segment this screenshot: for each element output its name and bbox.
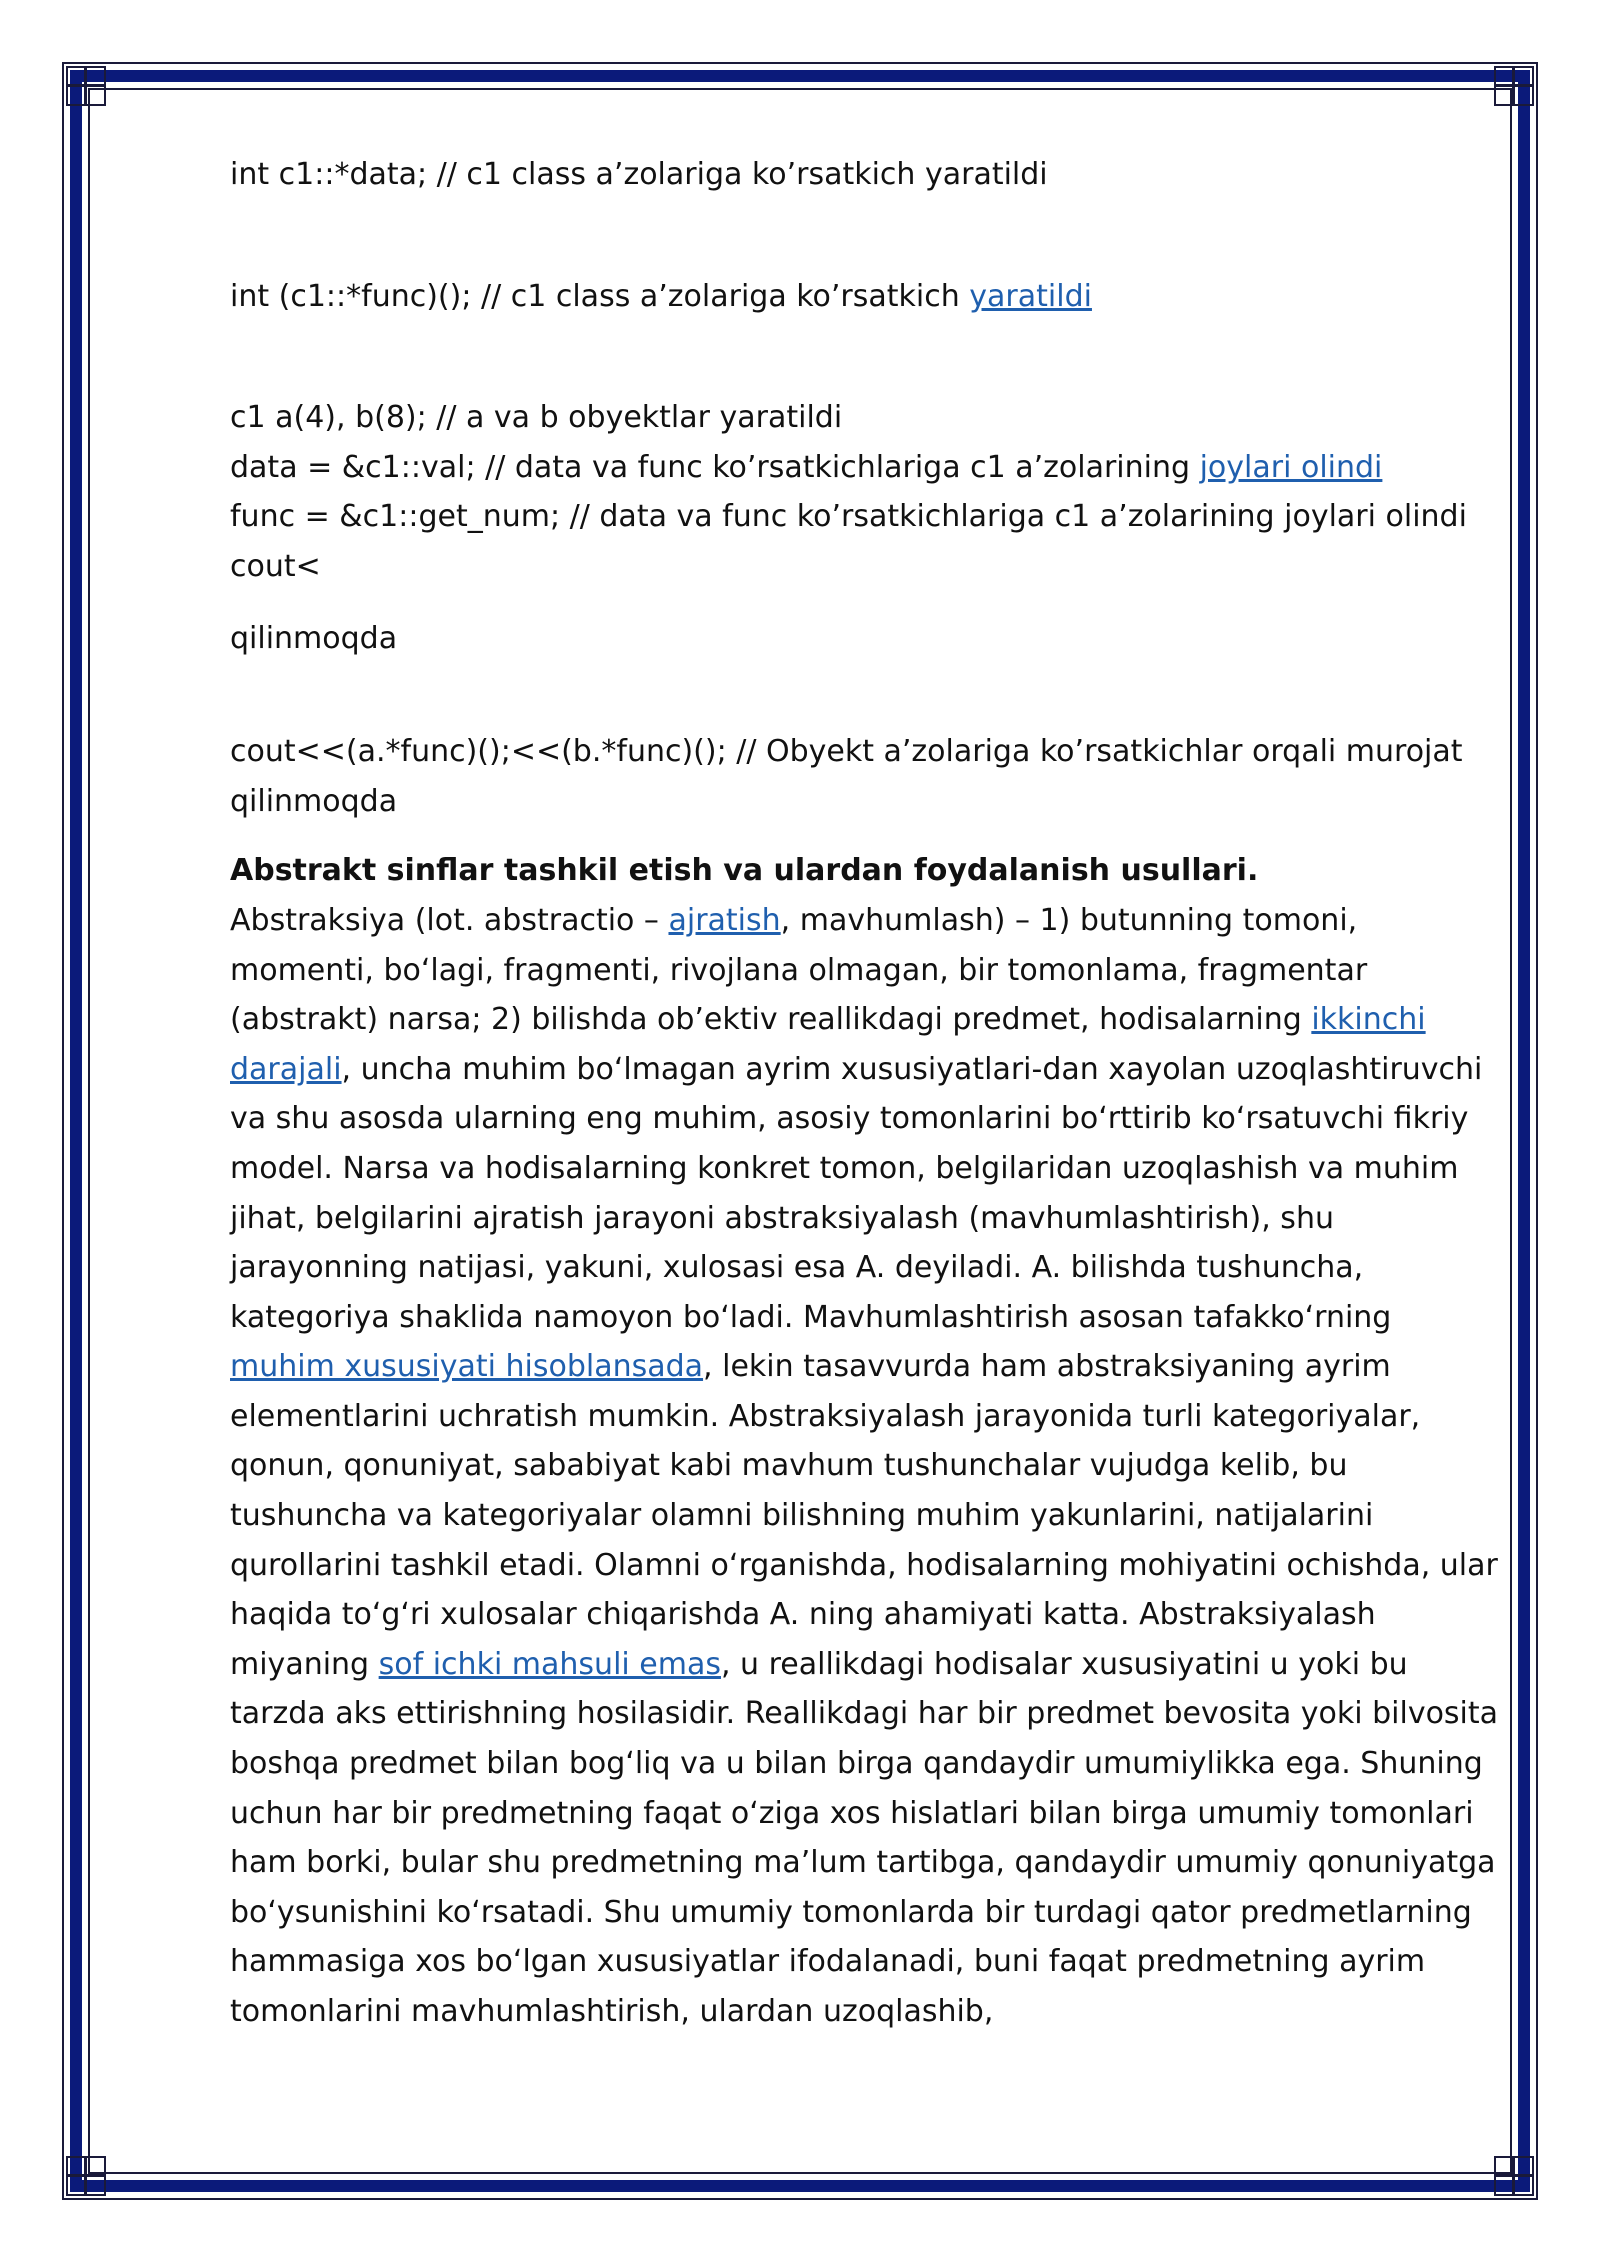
paragraph-text-5: , u reallikdagi hodisalar xususiyatini u yoki bu tarzda aks ettirishning hosilasidir. Reallikdagi har bir predmet bevosita yoki bilvosita boshqa predmet bilan bog‘liq va u bilan birga qandaydir umumiylikka ega. Shuning uchun har bir predmetning faqat o‘ziga xos hislatlari bilan birga umumiy tomonlari ham borki, bular shu predmetning ma’lum tartibga, qandaydir umumiy qonuniyatga bo‘ysunishini ko‘rsatadi. Shu umumiy tomonlarda bir turdagi qator predmetlarning hammasiga xos bo‘lgan xususiyatlar ifodalanadi, buni faqat predmetning ayrim tomonlarini mavhumlashtirish, ulardan uzoqlashib, [230, 1646, 1499, 2029]
link-ajratish[interactable]: ajratish [668, 902, 781, 938]
code-line-func-pointer-text: int (c1::*func)(); // c1 class a’zolariga ko’rsatkich [230, 278, 970, 314]
body-paragraph [230, 896, 1500, 2037]
corner-ornament-top-left [66, 66, 106, 106]
section-heading: Abstrakt sinflar tashkil etish va ulardan foydalanish usullari. [230, 853, 1259, 889]
document-body [230, 150, 1500, 2037]
link-sof-ichki-mahsuli[interactable]: sof ichki mahsuli emas [378, 1646, 721, 1682]
paragraph-text-4: , lekin tasavvurda ham abstraksiyaning ayrim elementlarini uchratish mumkin. Abstraksiyalash jarayonida turli kategoriyalar, qonun, qonuniyat, sababiyat kabi mavhum tushunchalar vujudga kelib, bu tushuncha va kategoriyalar olamni bilishning muhim yakunlarini, natijalarini qurollarini tashkil etadi. Olamni o‘rganishda, hodisalarning mohiyatini ochishda, ular haqida to‘g‘ri xulosalar chiqarishda A. ning ahamiyati katta. Abstraksiyalash miyaning [230, 1349, 1498, 1682]
code-line-qilinmoqda: qilinmoqda [230, 620, 398, 656]
code-line-func-pointer [230, 272, 1500, 322]
corner-ornament-bottom-right [1494, 2156, 1534, 2196]
code-line-data-assign [230, 443, 1500, 493]
corner-ornament-bottom-left [66, 2156, 106, 2196]
code-line-objects: c1 a(4), b(8); // a va b obyektlar yaratildi [230, 400, 843, 436]
link-ikkinchi-darajali[interactable]: ikkinchi darajali [230, 1002, 1426, 1087]
link-joylari-olindi[interactable]: joylari olindi [1199, 449, 1383, 485]
code-line-data-pointer: int c1::*data; // c1 class a’zolariga ko’rsatkich yaratildi [230, 157, 1048, 192]
code-line-func-assign: func = &c1::get_num; // data va func ko’rsatkichlariga c1 a’zolarining joylari olindi [230, 499, 1467, 535]
link-muhim-xususiyati[interactable]: muhim xususiyati hisoblansada [230, 1349, 704, 1385]
code-line-cout: cout< [230, 548, 321, 584]
link-yaratildi[interactable]: yaratildi [969, 278, 1092, 314]
paragraph-text-2: , mavhumlash) – 1) butunning tomoni, momenti, bo‘lagi, fragmenti, rivojlana olmagan, bir tomonlama, fragmentar (abstrakt) narsa; 2) bilishda ob’ektiv reallikdagi predmet, hodisalarning [230, 902, 1368, 1038]
paragraph-text-3: , uncha muhim bo‘lmagan ayrim xususiyatlari-dan xayolan uzoqlashtiruvchi va shu asosda ularning eng muhim, asosiy tomonlarini bo‘rttirib ko‘rsatuvchi fikriy model. Narsa va hodisalarning konkret tomon, belgilaridan uzoqlashish va muhim jihat, belgilarini ajratish jarayoni abstraksiyalash (mavhumlashtirish), shu jarayonning natijasi, yakuni, xulosasi esa A. deyiladi. A. bilishda tushuncha, kategoriya shaklida namoyon bo‘ladi. Mavhumlashtirish asosan tafakko‘rning [230, 1051, 1483, 1335]
corner-ornament-top-right [1494, 66, 1534, 106]
code-line-data-assign-text: data = &c1::val; // data va func ko’rsatkichlariga c1 a’zolarining [230, 449, 1200, 485]
paragraph-text-1: Abstraksiya (lot. abstractio – [230, 902, 669, 938]
code-line-cout-call: cout<<(a.*func)();<<(b.*func)(); // Obyekt a’zolariga ko’rsatkichlar orqali murojat qilinmoqda [230, 734, 1463, 819]
